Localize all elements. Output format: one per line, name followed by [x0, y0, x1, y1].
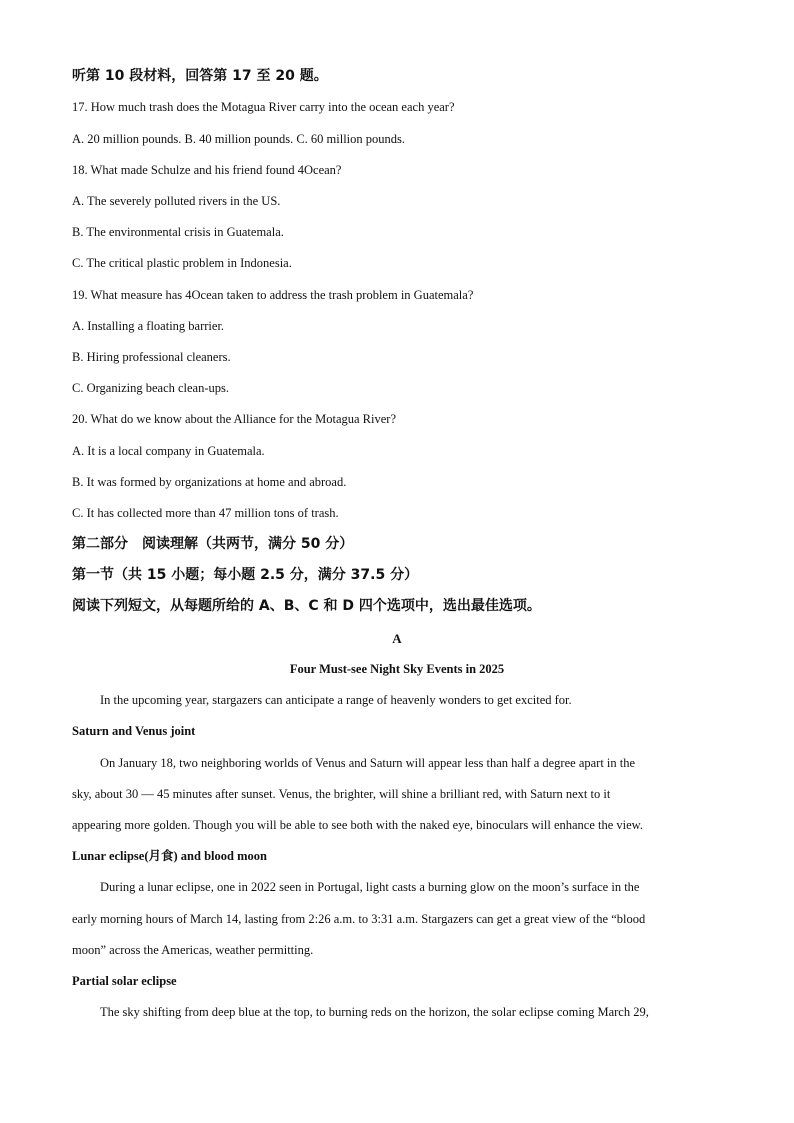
paragraph-1-line-2: sky, about 30 — 45 minutes after sunset. Venus, the brighter, will shine a brilliant red, with Saturn next to it [72, 787, 611, 801]
question-20-option-c: C. It has collected more than 47 million tons of trash. [72, 506, 339, 520]
subheading-lunar-eclipse: Lunar eclipse(月食) and blood moon [72, 849, 267, 863]
subheading-solar-eclipse: Partial solar eclipse [72, 974, 177, 988]
question-20-option-b: B. It was formed by organizations at home and abroad. [72, 475, 347, 489]
reading-section-title: 第一节（共 15 小题；每小题 2.5 分，满分 37.5 分） [72, 567, 419, 583]
question-19-option-b: B. Hiring professional cleaners. [72, 350, 231, 364]
paragraph-1-line-1: On January 18, two neighboring worlds of Venus and Saturn will appear less than half a degree apart in the [100, 756, 636, 770]
passage-letter: A [392, 631, 402, 646]
reading-instruction: 阅读下列短文，从每题所给的 A、B、C 和 D 四个选项中，选出最佳选项。 [72, 598, 541, 614]
question-18-option-b: B. The environmental crisis in Guatemala. [72, 225, 284, 239]
paragraph-2-line-3: moon” across the Americas, weather permitting. [72, 943, 314, 957]
question-17: 17. How much trash does the Motagua River carry into the ocean each year? [72, 100, 455, 114]
question-19-option-c: C. Organizing beach clean-ups. [72, 381, 230, 395]
question-20: 20. What do we know about the Alliance for the Motagua River? [72, 412, 396, 426]
question-19-option-a: A. Installing a floating barrier. [72, 319, 225, 333]
question-19: 19. What measure has 4Ocean taken to address the trash problem in Guatemala? [72, 288, 474, 302]
question-18: 18. What made Schulze and his friend found 4Ocean? [72, 163, 342, 177]
question-20-option-a: A. It is a local company in Guatemala. [72, 444, 265, 458]
question-18-option-c: C. The critical plastic problem in Indonesia. [72, 256, 292, 270]
passage-title: Four Must-see Night Sky Events in 2025 [289, 662, 505, 676]
paragraph-1-line-3: appearing more golden. Though you will be able to see both with the naked eye, binoculars will enhance the view. [72, 818, 644, 832]
paragraph-2-line-2: early morning hours of March 14, lasting from 2:26 a.m. to 3:31 a.m. Stargazers can get a great view of the “blood [72, 912, 646, 926]
listening-section-header: 听第 10 段材料，回答第 17 至 20 题。 [72, 68, 328, 84]
reading-part-title: 第二部分 阅读理解（共两节，满分 50 分） [72, 536, 354, 552]
subheading-saturn-venus: Saturn and Venus joint [72, 724, 196, 738]
question-17-options: A. 20 million pounds. B. 40 million pounds. C. 60 million pounds. [72, 132, 406, 146]
passage-intro: In the upcoming year, stargazers can anticipate a range of heavenly wonders to get excited for. [100, 693, 572, 707]
question-18-option-a: A. The severely polluted rivers in the US. [72, 194, 281, 208]
paragraph-3-line-1: The sky shifting from deep blue at the top, to burning reds on the horizon, the solar eclipse coming March 29, [100, 1005, 649, 1019]
paragraph-2-line-1: During a lunar eclipse, one in 2022 seen in Portugal, light casts a burning glow on the moon’s surface in the [100, 880, 640, 894]
